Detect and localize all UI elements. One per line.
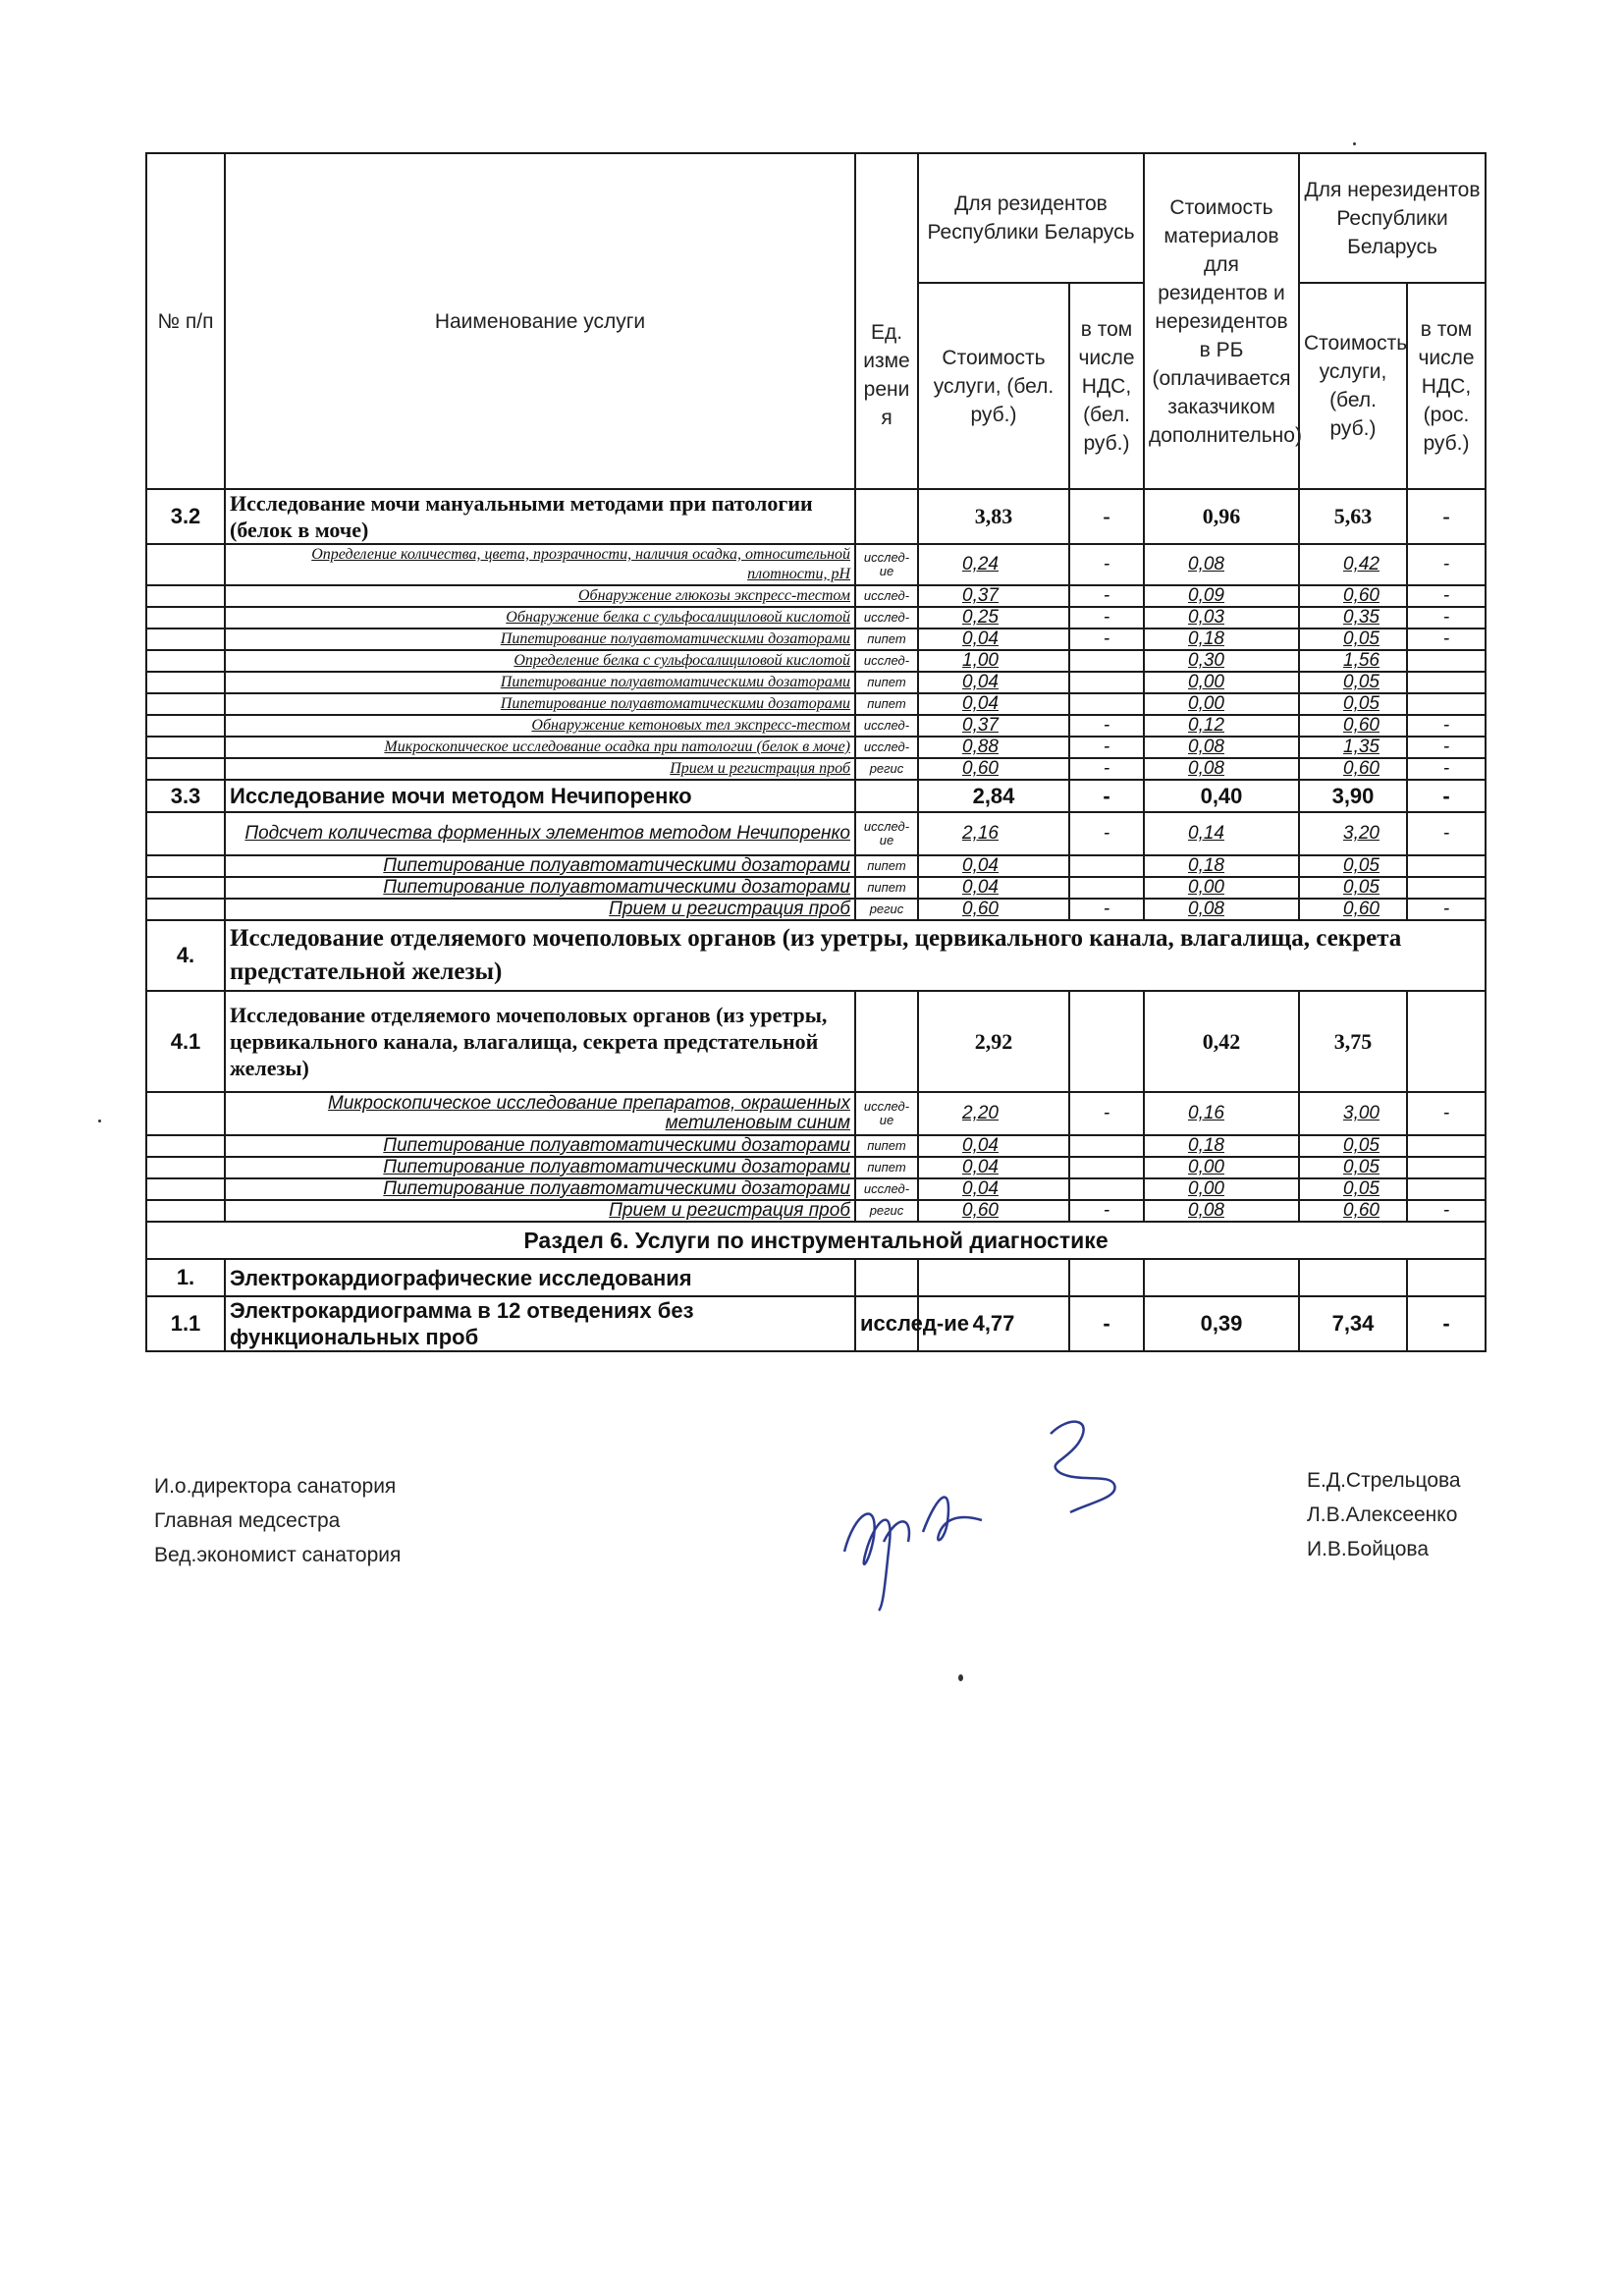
nonres-cost: 7,34 <box>1299 1296 1407 1351</box>
unit <box>855 489 918 544</box>
service-name: Обнаружение глюкозы экспресс-тестом <box>225 585 855 607</box>
unit: исслед- <box>855 650 918 672</box>
cost: 0,04 <box>918 693 1069 715</box>
materials: 0,14 <box>1144 812 1299 855</box>
vat <box>1069 855 1144 877</box>
cost: 0,24 <box>918 544 1069 585</box>
name-economist: И.В.Бойцова <box>1307 1538 1430 1560</box>
service-name: Пипетирование полуавтоматическими дозаторами <box>225 855 855 877</box>
service-name: Пипетирование полуавтоматическими дозаторами <box>225 877 855 899</box>
row-number <box>146 1092 225 1135</box>
nonres-vat: - <box>1407 1296 1486 1351</box>
row-number <box>146 585 225 607</box>
nonres-cost: 0,05 <box>1299 855 1407 877</box>
cost: 0,60 <box>918 1200 1069 1222</box>
cost: 1,00 <box>918 650 1069 672</box>
service-name: Определение белка с сульфосалициловой кислотой <box>225 650 855 672</box>
materials: 0,08 <box>1144 899 1299 920</box>
name-director: Е.Д.Стрельцова <box>1307 1469 1461 1492</box>
nonres-cost: 0,60 <box>1299 1200 1407 1222</box>
price-list-table <box>145 152 1487 1352</box>
service-component-row <box>146 1135 1486 1157</box>
unit: пипет <box>855 693 918 715</box>
name-head-nurse: Л.В.Алексеенко <box>1307 1503 1458 1526</box>
service-name: Обнаружение кетоновых тел экспресс-тестом <box>225 715 855 737</box>
handwritten-signatures <box>825 1404 1178 1620</box>
service-component-row <box>146 607 1486 629</box>
service-name: Микроскопическое исследование осадка при патологии (белок в моче) <box>225 737 855 758</box>
materials: 0,18 <box>1144 1135 1299 1157</box>
vat: - <box>1069 737 1144 758</box>
service-name: Исследование мочи методом Нечипоренко <box>225 780 855 812</box>
vat: - <box>1069 1296 1144 1351</box>
row-number <box>146 1178 225 1200</box>
service-component-row <box>146 758 1486 780</box>
vat: - <box>1069 629 1144 650</box>
cost: 0,60 <box>918 758 1069 780</box>
empty-cell <box>855 1259 918 1296</box>
service-name: Исследование мочи мануальными методами при патологии (белок в моче) <box>225 489 855 544</box>
vat: - <box>1069 812 1144 855</box>
nonres-cost: 0,60 <box>1299 758 1407 780</box>
nonres-vat: - <box>1407 758 1486 780</box>
service-name: Пипетирование полуавтоматическими дозаторами <box>225 629 855 650</box>
row-number: 4. <box>146 920 225 991</box>
row-number <box>146 672 225 693</box>
service-component-row <box>146 693 1486 715</box>
nonres-vat <box>1407 1135 1486 1157</box>
nonres-vat <box>1407 1178 1486 1200</box>
nonres-cost: 0,05 <box>1299 1157 1407 1178</box>
unit: исслед- <box>855 1178 918 1200</box>
vat <box>1069 672 1144 693</box>
unit: исслед- <box>855 607 918 629</box>
nonres-vat: - <box>1407 1200 1486 1222</box>
row-number: 4.1 <box>146 991 225 1092</box>
service-component-row <box>146 737 1486 758</box>
cost: 0,60 <box>918 899 1069 920</box>
unit: пипет <box>855 629 918 650</box>
empty-cell <box>918 1259 1069 1296</box>
cost: 3,83 <box>918 489 1069 544</box>
service-component-row <box>146 855 1486 877</box>
header-service-name: Наименование услуги <box>225 153 855 489</box>
nonres-vat: - <box>1407 780 1486 812</box>
cost: 2,84 <box>918 780 1069 812</box>
nonres-vat <box>1407 991 1486 1092</box>
signatories-names <box>1307 1463 1461 1566</box>
cost: 0,37 <box>918 715 1069 737</box>
materials: 0,12 <box>1144 715 1299 737</box>
service-component-row <box>146 1157 1486 1178</box>
header-residents-cost: Стоимость услуги, (бел. руб.) <box>918 283 1069 489</box>
vat: - <box>1069 715 1144 737</box>
service-name: Пипетирование полуавтоматическими дозаторами <box>225 672 855 693</box>
nonres-cost: 3,90 <box>1299 780 1407 812</box>
vat: - <box>1069 899 1144 920</box>
materials: 0,30 <box>1144 650 1299 672</box>
nonres-cost: 0,60 <box>1299 899 1407 920</box>
row-number <box>146 1157 225 1178</box>
service-row <box>146 1259 1486 1296</box>
nonres-vat <box>1407 1157 1486 1178</box>
cost: 4,77 <box>918 1296 1069 1351</box>
materials: 0,00 <box>1144 877 1299 899</box>
signatories-positions <box>154 1469 401 1572</box>
unit <box>855 780 918 812</box>
nonres-cost: 0,05 <box>1299 1178 1407 1200</box>
cost: 0,04 <box>918 877 1069 899</box>
cost: 0,37 <box>918 585 1069 607</box>
cost: 0,04 <box>918 672 1069 693</box>
unit: пипет <box>855 877 918 899</box>
materials: 0,08 <box>1144 1200 1299 1222</box>
unit: исслед-ие <box>855 812 918 855</box>
unit: исслед-ие <box>855 1092 918 1135</box>
section-title: Раздел 6. Услуги по инструментальной диагностике <box>146 1222 1486 1259</box>
cost: 0,04 <box>918 1157 1069 1178</box>
nonres-vat <box>1407 672 1486 693</box>
cost: 0,04 <box>918 1135 1069 1157</box>
row-number <box>146 629 225 650</box>
header-materials-cost: Стоимость материалов для резидентов и нерезидентов в РБ (оплачивается заказчиком дополнительно) <box>1144 153 1299 489</box>
row-number <box>146 737 225 758</box>
empty-cell <box>1069 1259 1144 1296</box>
vat <box>1069 1157 1144 1178</box>
row-number: 3.2 <box>146 489 225 544</box>
unit: пипет <box>855 1157 918 1178</box>
unit: пипет <box>855 672 918 693</box>
unit: регис <box>855 899 918 920</box>
row-number <box>146 544 225 585</box>
row-number <box>146 650 225 672</box>
nonres-vat <box>1407 693 1486 715</box>
materials: 0,08 <box>1144 758 1299 780</box>
row-number <box>146 899 225 920</box>
service-component-row <box>146 544 1486 585</box>
unit: регис <box>855 758 918 780</box>
nonres-vat: - <box>1407 544 1486 585</box>
nonres-cost: 0,05 <box>1299 629 1407 650</box>
nonres-vat: - <box>1407 585 1486 607</box>
materials: 0,16 <box>1144 1092 1299 1135</box>
service-name: Определение количества, цвета, прозрачности, наличия осадка, относительной плотности, pH <box>225 544 855 585</box>
unit: пипет <box>855 1135 918 1157</box>
cost: 2,20 <box>918 1092 1069 1135</box>
nonres-cost: 0,60 <box>1299 585 1407 607</box>
unit: исслед-ие <box>855 544 918 585</box>
materials: 0,00 <box>1144 693 1299 715</box>
nonres-cost: 0,05 <box>1299 1135 1407 1157</box>
vat <box>1069 693 1144 715</box>
nonres-vat <box>1407 855 1486 877</box>
unit: регис <box>855 1200 918 1222</box>
service-component-row <box>146 715 1486 737</box>
cost: 0,25 <box>918 607 1069 629</box>
service-component-row <box>146 1178 1486 1200</box>
vat: - <box>1069 607 1144 629</box>
empty-cell <box>1299 1259 1407 1296</box>
nonres-cost: 3,20 <box>1299 812 1407 855</box>
position-director: И.о.директора санатория <box>154 1475 397 1498</box>
section-banner-row <box>146 1222 1486 1259</box>
nonres-vat <box>1407 650 1486 672</box>
header-unit: Ед. изме рени я <box>855 153 918 489</box>
row-number <box>146 812 225 855</box>
service-component-row <box>146 1092 1486 1135</box>
nonres-cost: 1,56 <box>1299 650 1407 672</box>
vat <box>1069 877 1144 899</box>
empty-cell <box>1144 1259 1299 1296</box>
row-number <box>146 715 225 737</box>
nonres-vat: - <box>1407 737 1486 758</box>
vat: - <box>1069 489 1144 544</box>
row-number <box>146 1135 225 1157</box>
scan-speck <box>1353 142 1356 145</box>
header-nonresidents-group: Для нерезидентов Республики Беларусь <box>1299 153 1486 283</box>
cost: 0,04 <box>918 1178 1069 1200</box>
nonres-cost: 3,75 <box>1299 991 1407 1092</box>
materials: 0,18 <box>1144 629 1299 650</box>
materials: 0,08 <box>1144 737 1299 758</box>
service-name: Пипетирование полуавтоматическими дозаторами <box>225 1157 855 1178</box>
unit: исслед- <box>855 585 918 607</box>
nonres-cost: 0,05 <box>1299 877 1407 899</box>
header-nonresidents-cost: Стоимость услуги, (бел. руб.) <box>1299 283 1407 489</box>
nonres-vat <box>1407 877 1486 899</box>
unit: исслед- <box>855 737 918 758</box>
unit <box>855 991 918 1092</box>
materials: 0,00 <box>1144 672 1299 693</box>
section-heading-row <box>146 920 1486 991</box>
materials: 0,96 <box>1144 489 1299 544</box>
materials: 0,08 <box>1144 544 1299 585</box>
cost: 0,04 <box>918 629 1069 650</box>
service-name: Прием и регистрация проб <box>225 1200 855 1222</box>
row-number: 3.3 <box>146 780 225 812</box>
vat <box>1069 1178 1144 1200</box>
nonres-vat: - <box>1407 812 1486 855</box>
row-number <box>146 855 225 877</box>
row-number <box>146 1200 225 1222</box>
nonres-cost: 5,63 <box>1299 489 1407 544</box>
nonres-vat: - <box>1407 607 1486 629</box>
materials: 0,40 <box>1144 780 1299 812</box>
materials: 0,00 <box>1144 1157 1299 1178</box>
service-name: Микроскопическое исследование препаратов, окрашенных метиленовым синим <box>225 1092 855 1135</box>
service-row <box>146 780 1486 812</box>
nonres-cost: 0,05 <box>1299 693 1407 715</box>
nonres-cost: 0,42 <box>1299 544 1407 585</box>
row-number <box>146 693 225 715</box>
position-economist: Вед.экономист санатория <box>154 1544 402 1566</box>
service-name: Пипетирование полуавтоматическими дозаторами <box>225 1178 855 1200</box>
header-number: № п/п <box>146 153 225 489</box>
service-component-row <box>146 585 1486 607</box>
nonres-cost: 0,05 <box>1299 672 1407 693</box>
materials: 0,18 <box>1144 855 1299 877</box>
vat <box>1069 1135 1144 1157</box>
cost: 0,88 <box>918 737 1069 758</box>
header-residents-group: Для резидентов Республики Беларусь <box>918 153 1144 283</box>
service-component-row <box>146 812 1486 855</box>
service-name: Пипетирование полуавтоматическими дозаторами <box>225 1135 855 1157</box>
service-name: Прием и регистрация проб <box>225 758 855 780</box>
vat: - <box>1069 585 1144 607</box>
nonres-cost: 1,35 <box>1299 737 1407 758</box>
row-number <box>146 607 225 629</box>
materials: 0,42 <box>1144 991 1299 1092</box>
materials: 0,03 <box>1144 607 1299 629</box>
header-nonresidents-vat: в том числе НДС, (рос. руб.) <box>1407 283 1486 489</box>
row-number: 1. <box>146 1259 225 1296</box>
row-number <box>146 758 225 780</box>
service-row <box>146 489 1486 544</box>
materials: 0,39 <box>1144 1296 1299 1351</box>
service-name: Подсчет количества форменных элементов методом Нечипоренко <box>225 812 855 855</box>
unit: пипет <box>855 855 918 877</box>
vat <box>1069 650 1144 672</box>
service-name: Прием и регистрация проб <box>225 899 855 920</box>
service-component-row <box>146 899 1486 920</box>
cost: 2,16 <box>918 812 1069 855</box>
position-head-nurse: Главная медсестра <box>154 1509 341 1532</box>
service-component-row <box>146 877 1486 899</box>
vat <box>1069 991 1144 1092</box>
scan-speck <box>98 1120 101 1122</box>
header-residents-vat: в том числе НДС, (бел. руб.) <box>1069 283 1144 489</box>
nonres-vat: - <box>1407 1092 1486 1135</box>
nonres-vat: - <box>1407 715 1486 737</box>
nonres-cost: 0,35 <box>1299 607 1407 629</box>
nonres-cost: 3,00 <box>1299 1092 1407 1135</box>
materials: 0,09 <box>1144 585 1299 607</box>
nonres-vat: - <box>1407 489 1486 544</box>
nonres-vat: - <box>1407 629 1486 650</box>
unit: исслед- <box>855 715 918 737</box>
service-component-row <box>146 1200 1486 1222</box>
section-heading: Исследование отделяемого мочеполовых органов (из уретры, цервикального канала, влагалища, секрета предстательной железы) <box>225 920 1486 991</box>
materials: 0,00 <box>1144 1178 1299 1200</box>
service-component-row <box>146 650 1486 672</box>
vat: - <box>1069 780 1144 812</box>
unit: исслед-ие <box>855 1296 918 1351</box>
service-component-row <box>146 629 1486 650</box>
service-name: Электрокардиограмма в 12 отведениях без функциональных проб <box>225 1296 855 1351</box>
service-row <box>146 1296 1486 1351</box>
vat: - <box>1069 1200 1144 1222</box>
nonres-vat: - <box>1407 899 1486 920</box>
cost: 2,92 <box>918 991 1069 1092</box>
row-number <box>146 877 225 899</box>
scan-speck <box>958 1674 963 1681</box>
service-row <box>146 991 1486 1092</box>
service-name: Пипетирование полуавтоматическими дозаторами <box>225 693 855 715</box>
cost: 0,04 <box>918 855 1069 877</box>
row-number: 1.1 <box>146 1296 225 1351</box>
service-name: Исследование отделяемого мочеполовых органов (из уретры, цервикального канала, влагалища, секрета предстательной железы) <box>225 991 855 1092</box>
empty-cell <box>1407 1259 1486 1296</box>
vat: - <box>1069 544 1144 585</box>
vat: - <box>1069 758 1144 780</box>
vat: - <box>1069 1092 1144 1135</box>
header-row-1 <box>146 153 1486 283</box>
service-component-row <box>146 672 1486 693</box>
nonres-cost: 0,60 <box>1299 715 1407 737</box>
service-name: Электрокардиографические исследования <box>225 1259 855 1296</box>
service-name: Обнаружение белка с сульфосалициловой кислотой <box>225 607 855 629</box>
